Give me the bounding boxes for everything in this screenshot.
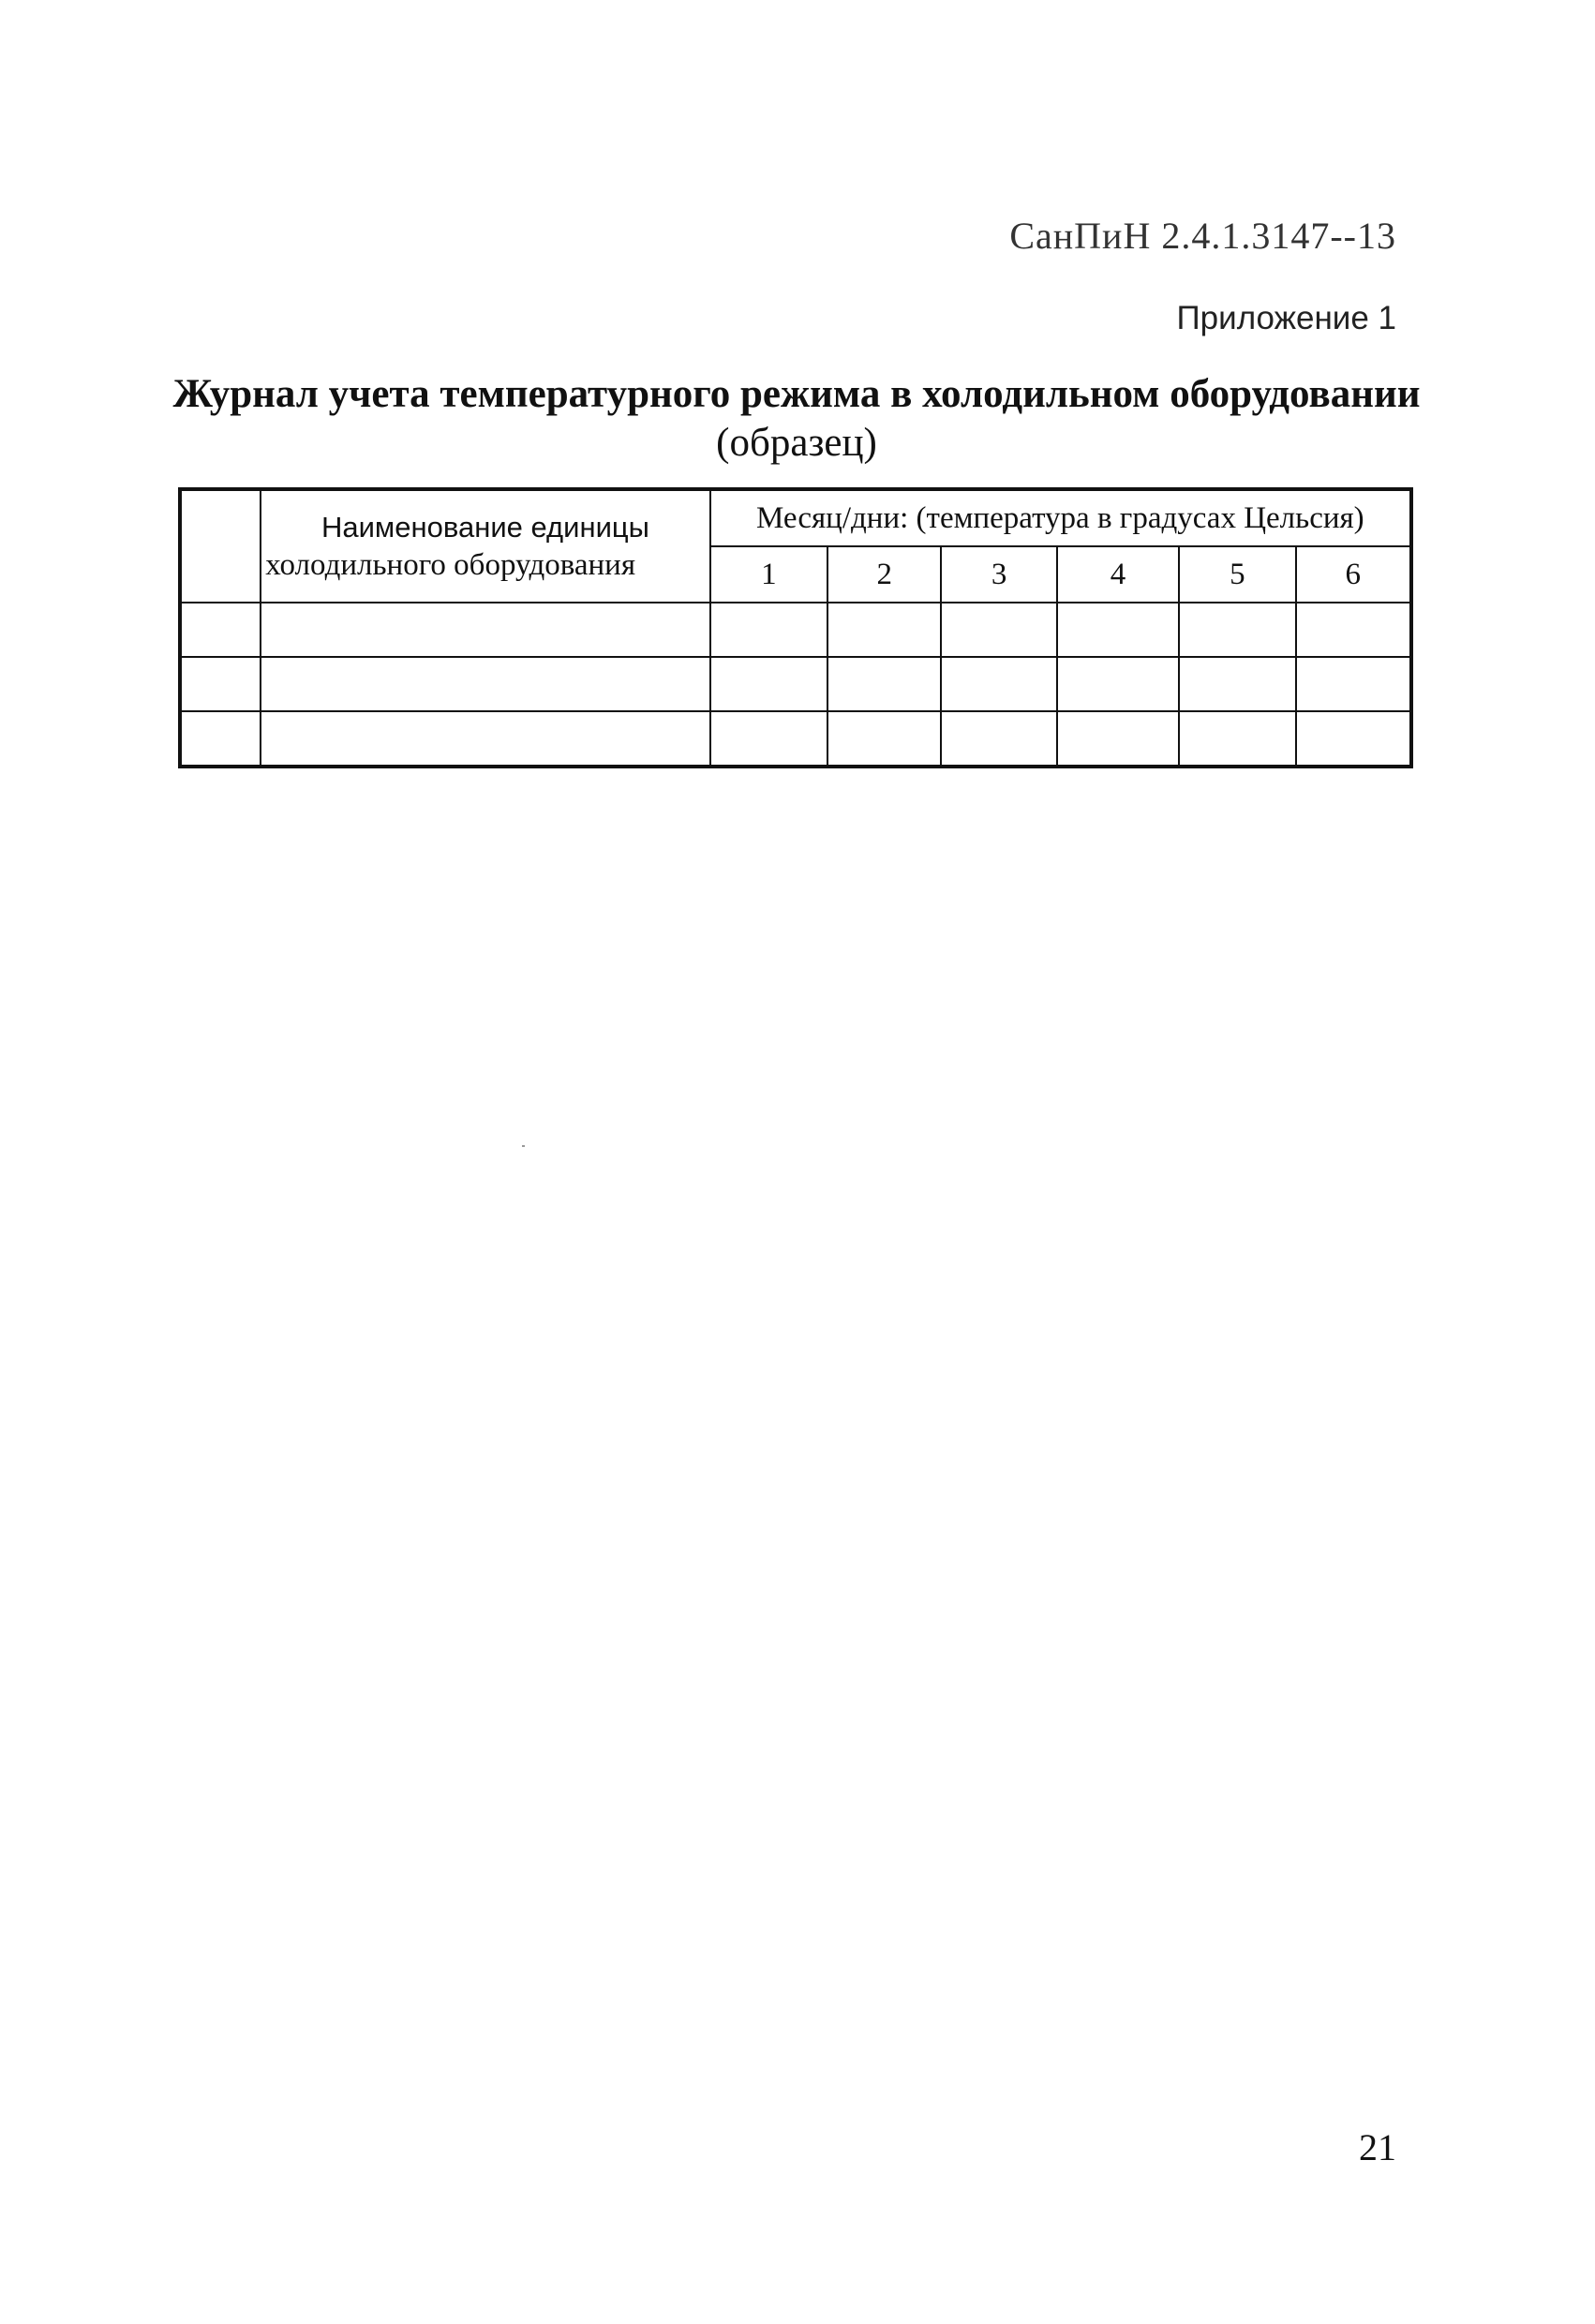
day-header-5: 5 xyxy=(1179,546,1295,603)
temperature-journal-table xyxy=(178,487,1413,768)
day-header-2: 2 xyxy=(827,546,941,603)
temperature-cell xyxy=(1296,711,1411,767)
day-header-1: 1 xyxy=(710,546,827,603)
appendix-label: Приложение 1 xyxy=(1176,300,1396,336)
day-header-6: 6 xyxy=(1296,546,1411,603)
equipment-name-cell xyxy=(261,711,709,767)
title-plain: (образец) xyxy=(716,421,877,465)
page-number: 21 xyxy=(1359,2126,1396,2168)
temperature-cell xyxy=(710,657,827,711)
table-body xyxy=(180,603,1411,767)
document-title xyxy=(169,370,1424,468)
temperature-cell xyxy=(1179,603,1295,657)
table-row xyxy=(180,657,1411,711)
stray-mark xyxy=(522,1145,525,1147)
temperature-cell xyxy=(1057,603,1179,657)
temperature-cell xyxy=(1179,711,1295,767)
temperature-cell xyxy=(827,711,941,767)
equipment-name-header-line2: холодильного оборудования xyxy=(265,548,636,582)
number-header-cell xyxy=(180,489,261,603)
temperature-cell xyxy=(710,711,827,767)
equipment-name-cell xyxy=(261,603,709,657)
row-number-cell xyxy=(180,711,261,767)
document-code: СанПиН 2.4.1.3147--13 xyxy=(1009,215,1396,257)
temperature-cell xyxy=(1296,603,1411,657)
month-days-header: Месяц/дни: (температура в градусах Цельсия) xyxy=(710,489,1411,546)
temperature-cell xyxy=(1179,657,1295,711)
equipment-name-header xyxy=(261,489,709,603)
day-header-3: 3 xyxy=(941,546,1056,603)
temperature-cell xyxy=(1057,711,1179,767)
temperature-cell xyxy=(710,603,827,657)
temperature-cell xyxy=(827,603,941,657)
temperature-cell xyxy=(1296,657,1411,711)
day-header-4: 4 xyxy=(1057,546,1179,603)
equipment-name-header-line1: Наименование единицы xyxy=(320,511,649,544)
table-row xyxy=(180,711,1411,767)
temperature-cell xyxy=(827,657,941,711)
row-number-cell xyxy=(180,657,261,711)
temperature-cell xyxy=(941,657,1056,711)
temperature-cell xyxy=(941,711,1056,767)
equipment-name-cell xyxy=(261,657,709,711)
row-number-cell xyxy=(180,603,261,657)
table-row xyxy=(180,603,1411,657)
title-bold: Журнал учета температурного режима в холодильном оборудовании xyxy=(172,372,1421,416)
temperature-cell xyxy=(941,603,1056,657)
temperature-cell xyxy=(1057,657,1179,711)
